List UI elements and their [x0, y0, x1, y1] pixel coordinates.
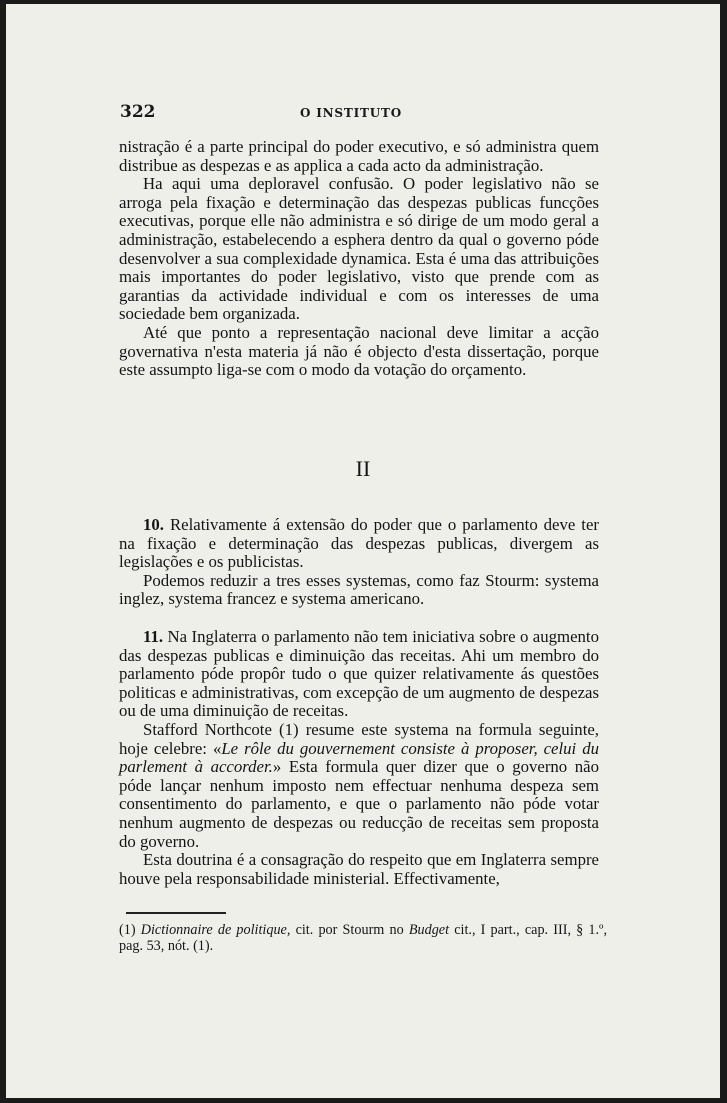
paragraph-confusion: Ha aqui uma deploravel confusão. O poder legislativo não se arroga pela fixação e determinação das despezas publicas funcções executivas, porque elle não administra e só dirige de um modo geral a administração, estabelecendo a esphera dentro da qual o governo póde desenvolver a sua complexidade dynamica. Esta é uma das attribuições mais importantes do poder legislativo, visto que prende com as garantias da actividade individual e com os interesses de uma sociedade bem organizada.	[119, 174, 599, 324]
footnote-italic-2: Budget	[408, 922, 450, 938]
running-head: O INSTITUTO	[300, 106, 402, 120]
footnote-text	[119, 922, 607, 954]
paragraph-doctrine: Esta doutrina é a consagração do respeito que em Inglaterra sempre houve pela responsabilidade ministerial. Effectivamente,	[119, 850, 599, 888]
footnote	[119, 922, 607, 954]
paragraph-number-11: 11.	[143, 627, 164, 646]
footnote-text-1: cit. por Stourm no	[290, 922, 409, 938]
paragraph-continuation: nistração é a parte principal do poder executivo, e só administra quem distribue as despezas e as applica a cada acto da administração.	[119, 137, 599, 175]
paragraph-11	[119, 628, 599, 721]
paragraph-number-10: 10.	[143, 515, 164, 534]
page-header	[110, 102, 606, 124]
quote-intro: Stafford Northcote (1) resume este systema na formula seguinte, hoje celebre: «	[119, 719, 599, 758]
footnote-text-2: cit., I part., cap. III, § 1.º, pag. 53, nót. (1).	[119, 922, 607, 954]
footnote-rule	[126, 912, 226, 914]
text-block-section-10	[119, 516, 599, 609]
quote-italic: Le rôle du gouvernement consiste à proposer, celui du parlement à accorder.	[119, 738, 599, 777]
section-heading: II	[355, 456, 371, 481]
paragraph-10-text: Relativamente á extensão do poder que o parlamento deve ter na fixação e determinação das despezas publicas, divergem as legislações e os publicistas.	[119, 515, 599, 572]
quote-outro: » Esta formula quer dizer que o governo não póde lançar nenhum imposto nem effectuar nenhuma despeza sem consentimento do parlamento, e que o parlamento não póde votar nenhum augmento de despezas ou reducção de receitas sem proposta do governo.	[119, 757, 599, 851]
paragraph-systems: Podemos reduzir a tres esses systemas, como faz Stourm: systema inglez, systema francez e systema americano.	[119, 570, 599, 609]
text-block-intro	[119, 138, 599, 380]
book-page	[6, 4, 720, 1098]
paragraph-representation: Até que ponto a representação nacional deve limitar a acção governativa n'esta materia já não é objecto d'esta dissertação, porque este assumpto liga-se com o modo da votação do orçamento.	[119, 322, 599, 380]
page-number: 322	[120, 102, 156, 122]
paragraph-10	[119, 516, 599, 572]
footnote-italic-1: Dictionnaire de politique,	[140, 922, 291, 938]
paragraph-11-text: Na Inglaterra o parlamento não tem iniciativa sobre o augmento das despezas publicas e diminuição das receitas. Ahi um membro do parlamento póde propôr tudo o que quizer relativamente ás questões politicas e administrativas, com excepção de um augmento de despezas ou de uma diminuição de receitas.	[119, 627, 599, 721]
text-block-section-11	[119, 628, 599, 888]
paragraph-northcote	[119, 721, 599, 851]
footnote-marker: (1)	[119, 922, 136, 938]
